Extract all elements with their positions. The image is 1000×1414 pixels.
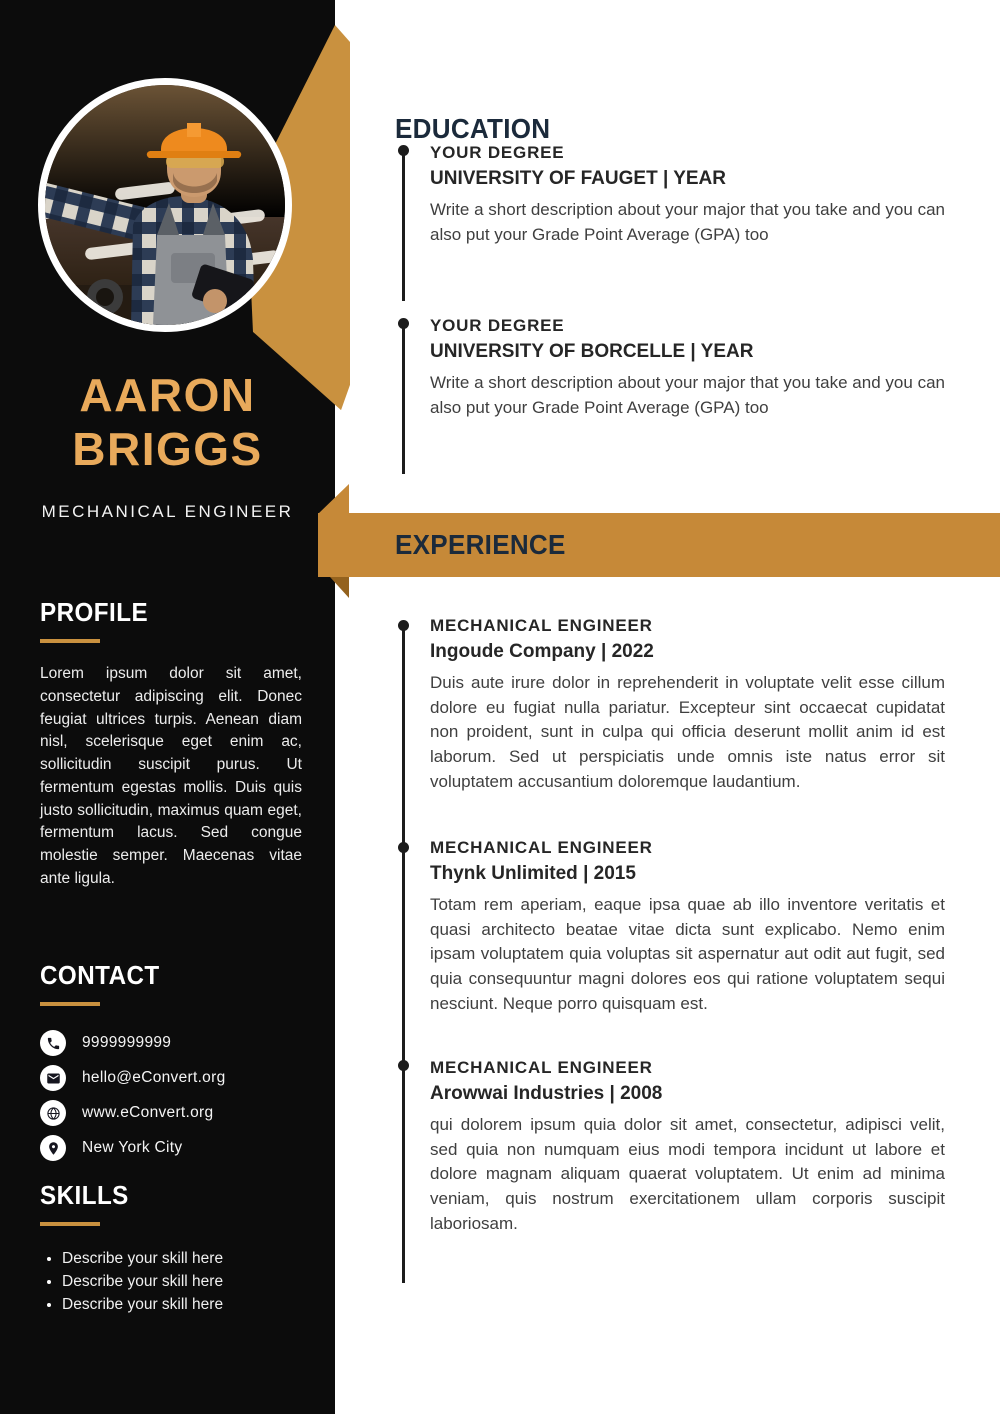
experience-description: qui dolorem ipsum quia dolor sit amet, consectetur, adipisci velit, sed quia non numquam eius modi tempora incidunt ut labore et dolore magnam aliquam quaerat voluptatem. Ut enim ad minima veniam, quis nostrum exercitationem ullam corporis suscipit laboriosam. [430, 1115, 945, 1233]
skill-item: • Describe your skill here [62, 1248, 302, 1271]
experience-ribbon [318, 513, 1000, 577]
profile-underline [40, 639, 100, 643]
location-text: New York City [82, 1139, 183, 1156]
education-entry [395, 142, 960, 247]
website-url[interactable]: www.eConvert.org [82, 1104, 214, 1121]
education-heading: EDUCATION [395, 112, 551, 144]
timeline-line [402, 151, 405, 301]
timeline-line [402, 324, 405, 474]
skills-heading: SKILLS [40, 1180, 129, 1210]
profile-section [40, 597, 302, 891]
name-first: AARON [79, 369, 256, 421]
contact-underline [40, 1002, 100, 1006]
contact-row-website [40, 1100, 302, 1126]
experience-entry [395, 1057, 960, 1236]
profile-photo [38, 78, 292, 332]
name-last: BRIGGS [72, 423, 263, 476]
location-icon [40, 1135, 66, 1161]
education-entry [395, 315, 960, 420]
education-description: Write a short description about your major that you take and you can also put your Grade Point Average (GPA) too [430, 373, 945, 417]
education-description: Write a short description about your major that you take and you can also put your Grade Point Average (GPA) too [430, 200, 945, 244]
experience-entry [395, 615, 960, 794]
experience-description: Totam rem aperiam, eaque ipsa quae ab illo inventore veritatis et quasi architecto beatae vitae dicta sunt explicabo. Nemo enim ipsam voluptatem quia voluptas sit aspernatur aut odit aut fugit, sed quia consequuntur magni dolores eos qui ratione voluptatem sequi nesciunt. Neque porro quisquam est. [430, 895, 945, 1013]
contact-list [40, 1030, 302, 1161]
degree-title: YOUR DEGREE [430, 316, 565, 335]
skills-underline [40, 1222, 100, 1226]
company-year: Ingoude Company | 2022 [430, 641, 654, 663]
phone-icon [40, 1030, 66, 1056]
job-role: MECHANICAL ENGINEER [430, 838, 653, 857]
experience-description: Duis aute irure dolor in reprehenderit in voluptate velit esse cillum dolore eu fugiat nulla pariatur. Excepteur sint occaecat cupidatat non proident, sunt in culpa qui officia deserunt mollit anim id est laborum. Sed ut perspiciatis unde omnis iste natus error sit voluptatem accusantium doloremque laudantium. [430, 673, 945, 791]
school-name: UNIVERSITY OF BORCELLE | YEAR [430, 341, 754, 363]
email-address[interactable]: hello@eConvert.org [82, 1069, 226, 1086]
skill-item: • Describe your skill here [62, 1294, 302, 1317]
contact-row-location [40, 1135, 302, 1161]
job-role: MECHANICAL ENGINEER [430, 1058, 653, 1077]
profile-heading: PROFILE [40, 597, 149, 627]
skills-section [40, 1180, 302, 1317]
phone-number: 9999999999 [82, 1034, 172, 1051]
globe-icon [40, 1100, 66, 1126]
job-role: MECHANICAL ENGINEER [430, 616, 653, 635]
skill-item: • Describe your skill here [62, 1271, 302, 1294]
email-icon [40, 1065, 66, 1091]
profile-text: Lorem ipsum dolor sit amet, consectetur adipiscing elit. Donec feugiat ultrices turpis. Aenean diam nisl, scelerisque eget enim ac, sollicitudin suscipit purus. Ut fermentum egestas mollis. Duis quis justo sollicitudin, maximus quam eget, fermentum lacus. Sed congue molestie semper. Maecenas vitae ante ligula. [40, 665, 302, 888]
contact-row-email [40, 1065, 302, 1091]
candidate-name [0, 368, 335, 477]
skills-list [40, 1248, 302, 1317]
contact-row-phone [40, 1030, 302, 1056]
experience-heading: EXPERIENCE [395, 529, 566, 560]
degree-title: YOUR DEGREE [430, 143, 565, 162]
company-year: Thynk Unlimited | 2015 [430, 863, 636, 885]
contact-heading: CONTACT [40, 960, 160, 990]
engineer-photo-illustration [45, 85, 285, 325]
school-name: UNIVERSITY OF FAUGET | YEAR [430, 168, 726, 190]
experience-entry [395, 837, 960, 1016]
job-title: MECHANICAL ENGINEER [41, 502, 294, 521]
contact-section [40, 960, 302, 1170]
company-year: Arowwai Industries | 2008 [430, 1083, 663, 1105]
